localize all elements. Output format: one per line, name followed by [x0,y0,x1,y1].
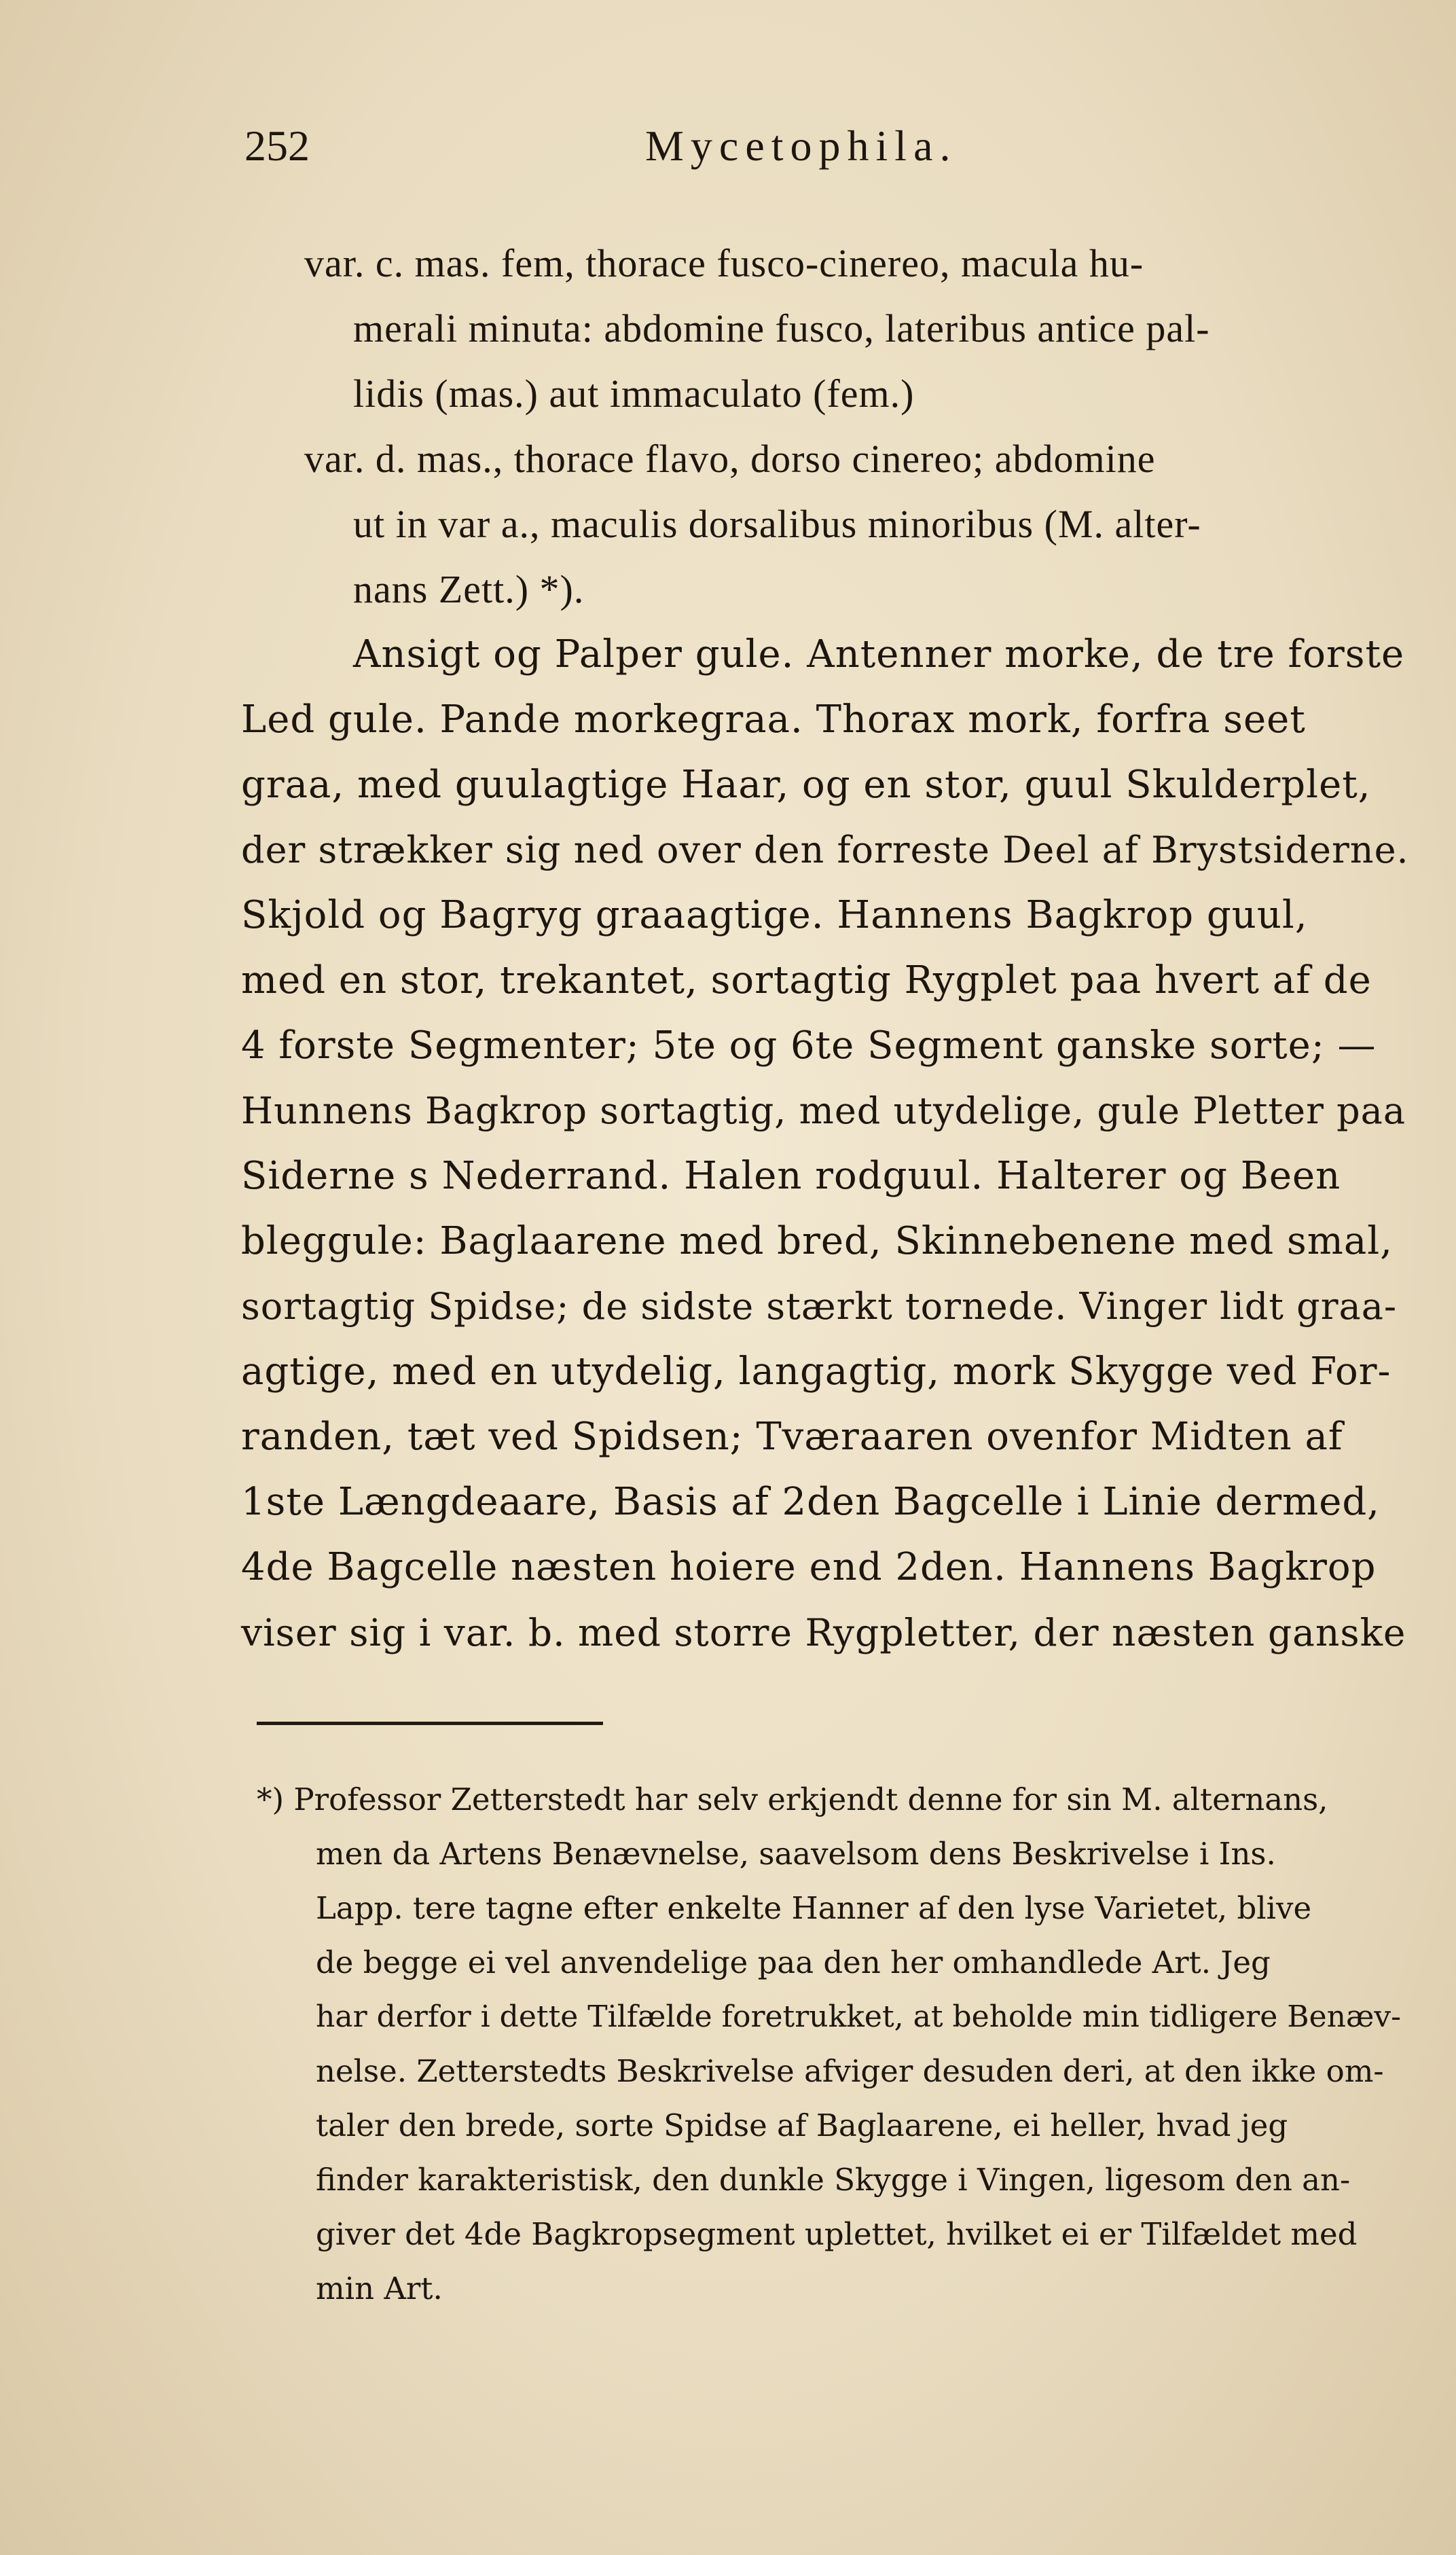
footnote-line: finder karakteristisk, den dunkle Skygge i Vingen, ligesom den an- [316,2162,1351,2198]
body-line: Hunnens Bagkrop sortagtig, med utydelige, gule Pletter paa [241,1089,1406,1132]
footnote-rule [257,1722,603,1725]
footnote-line: *) Professor Zetterstedt har selv erkjendt denne for sin M. alternans, [257,1781,1328,1817]
footnote-line: har derfor i dette Tilfælde foretrukket, at beholde min tidligere Benæv- [316,1999,1402,2034]
body-line: merali minuta: abdomine fusco, lateribus antice pal- [353,306,1210,350]
body-line: Skjold og Bagryg graaagtige. Hannens Bagkrop guul, [241,893,1308,937]
footnote-line: Lapp. tere tagne efter enkelte Hanner af den lyse Varietet, blive [316,1890,1312,1926]
body-line: Siderne s Nederrand. Halen rodguul. Halterer og Been [241,1154,1341,1198]
footnote-line: taler den brede, sorte Spidse af Baglaarene, ei heller, hvad jeg [316,2107,1288,2143]
body-line: sortagtig Spidse; de sidste stærkt tornede. Vinger lidt graa- [241,1285,1398,1328]
body-line: 4de Bagcelle næsten hoiere end 2den. Hannens Bagkrop [241,1545,1377,1589]
running-header [244,115,1195,177]
body-line: var. d. mas., thorace flavo, dorso cinereo; abdomine [304,437,1156,481]
footnote-line: nelse. Zetterstedts Beskrivelse afviger desuden deri, at den ikke om- [316,2053,1384,2089]
body-line: 4 forste Segmenter; 5te og 6te Segment ganske sorte; — [241,1023,1377,1068]
body-line: 1ste Længdeaare, Basis af 2den Bagcelle i Linie dermed, [241,1480,1380,1524]
body-line: var. c. mas. fem, thorace fusco-cinereo, macula hu- [304,241,1144,285]
body-line: der strækker sig ned over den forreste Deel af Brystsiderne. [241,829,1409,871]
body-line: agtige, med en utydelig, langagtig, mork Skygge ved For- [241,1349,1391,1394]
footnote-line: giver det 4de Bagkropsegment uplettet, hvilket ei er Tilfældet med [316,2216,1358,2252]
body-line: Led gule. Pande morkegraa. Thorax mork, forfra seet [241,697,1306,742]
body-line: lidis (mas.) aut immaculato (fem.) [353,372,915,416]
body-line: med en stor, trekantet, sortagtig Rygplet paa hvert af de [241,958,1372,1002]
body-line: nans Zett.) *). [353,567,585,611]
footnote-line: men da Artens Benævnelse, saavelsom dens Beskrivelse i Ins. [316,1836,1276,1872]
body-line: ut in var a., maculis dorsalibus minoribus (M. alter- [353,502,1201,546]
body-line: viser sig i var. b. med storre Rygpletter, der næsten ganske [241,1611,1406,1654]
body-line: Ansigt og Palper gule. Antenner morke, de tre forste [353,632,1405,676]
body-line: bleggule: Baglaarene med bred, Skinnebenene med smal, [241,1219,1393,1263]
body-line: randen, tæt ved Spidsen; Tværaaren ovenfor Midten af [241,1415,1343,1459]
footnote-line: de begge ei vel anvendelige paa den her omhandlede Art. Jeg [316,1944,1271,1980]
body-line: graa, med guulagtige Haar, og en stor, guul Skulderplet, [241,763,1371,807]
running-title: Mycetophila. [645,122,958,170]
footnote-line: min Art. [316,2270,443,2306]
page-number: 252 [244,122,310,170]
